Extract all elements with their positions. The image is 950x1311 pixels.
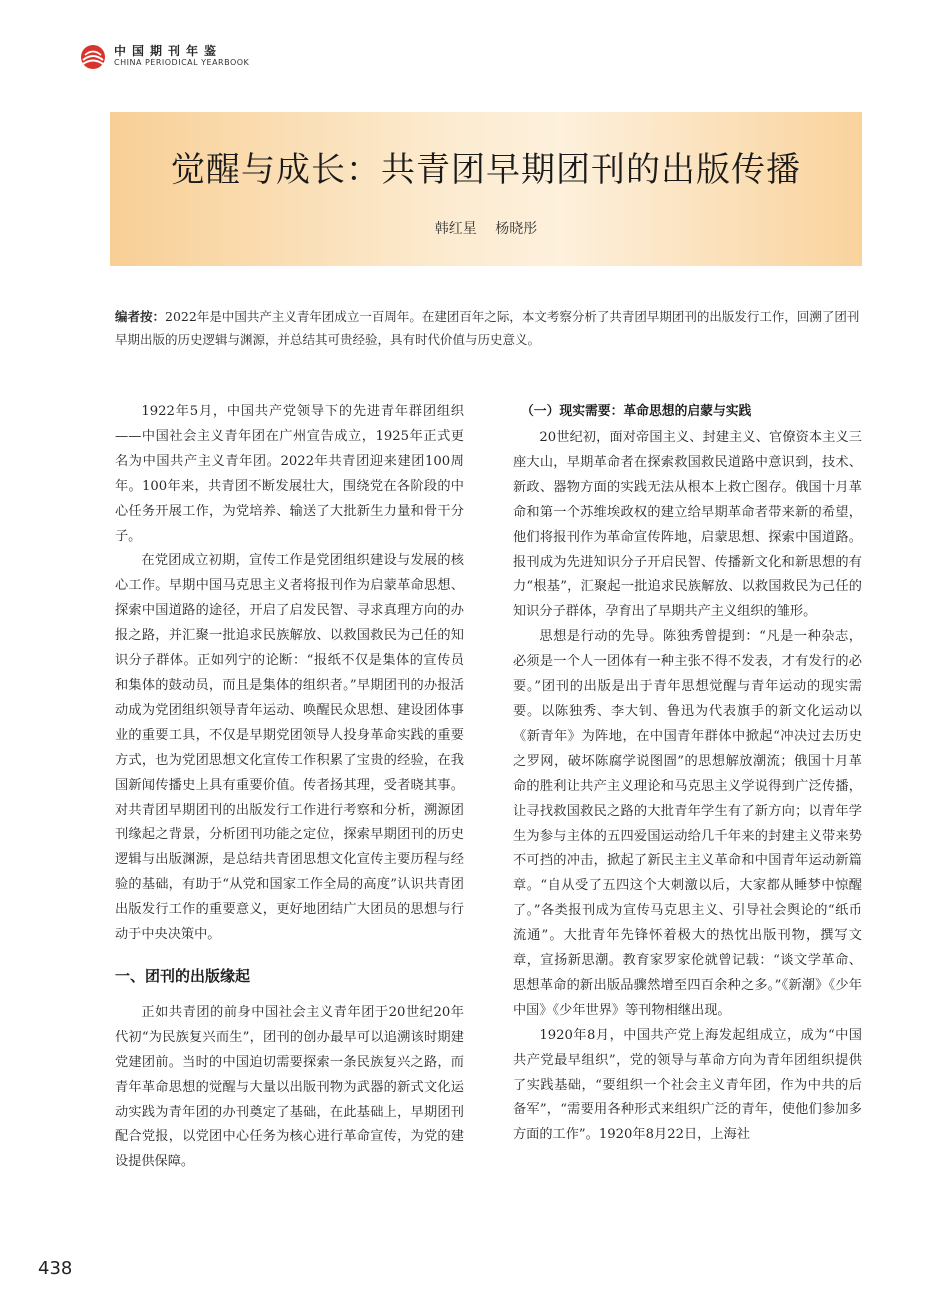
- page-number: 438: [38, 1258, 73, 1279]
- right-column: [513, 400, 862, 1148]
- title-banner: [110, 112, 862, 266]
- left-column: [115, 400, 464, 1175]
- paragraph: 正如共青团的前身中国社会主义青年团于20世纪20年代初“为民族复兴而生”，团刊的创办最早可以追溯该时期建党建团前。当时的中国迫切需要探索一条民族复兴之路，而青年革命思想的觉醒与大量以出版刊物为武器的新式文化运动实践为青年团的办刊奠定了基础，在此基础上，早期团刊配合党报，以党团中心任务为核心进行革命宣传，为党的建设提供保障。: [115, 1004, 464, 1170]
- red-semicircle-logo-icon: [80, 44, 106, 70]
- paragraph: 1922年5月，中国共产党领导下的先进青年群团组织——中国社会主义青年团在广州宣告成立，1925年正式更名为中国共产主义青年团。2022年共青团迎来建团100周年。100年来，共青团不断发展壮大，围绕党在各阶段的中心任务开展工作，为党培养、输送了大批新生力量和骨干分子。: [115, 404, 464, 544]
- paragraph: 1920年8月，中国共产党上海发起组成立，成为“中国共产党最早组织”，党的领导与革命方向为青年团组织提供了实践基础，“要组织一个社会主义青年团，作为中共的后备军”，“需要用各种形式来组织广泛的青年，使他们参加多方面的工作”。1920年8月22日，上海社: [513, 1027, 862, 1143]
- editor-note: [115, 305, 863, 351]
- paragraph: 在党团成立初期，宣传工作是党团组织建设与发展的核心工作。早期中国马克思主义者将报刊作为启蒙革命思想、探索中国道路的途径，开启了启发民智、寻求真理方向的办报之路，并汇聚一批追求民族解放、以救国救民为己任的知识分子群体。正如列宁的论断：“报纸不仅是集体的宣传员和集体的鼓动员，而且是集体的组织者。”早期团刊的办报活动成为党团组织领导青年运动、唤醒民众思想、建设团体事业的重要工具，不仅是早期党团领导人投身革命实践的重要方式，也为党团思想文化宣传工作积累了宝贵的经验，在我国新闻传播史上具有重要价值。传者扬其理，受者晓其事。对共青团早期团刊的出版发行工作进行考察和分析，溯源团刊缘起之背景，分析团刊功能之定位，探索早期团刊的历史逻辑与出版渊源，是总结共青团思想文化宣传主要历程与经验的基础，有助于“从党和国家工作全局的高度”认识共青团出版发行工作的重要意义，更好地团结广大团员的思想与行动于中央决策中。: [115, 553, 464, 943]
- paragraph: 思想是行动的先导。陈独秀曾提到：“凡是一种杂志，必须是一个人一团体有一种主张不得不发表，才有发行的必要。”团刊的出版是出于青年思想觉醒与青年运动的现实需要。以陈独秀、李大钊、鲁迅为代表旗手的新文化运动以《新青年》为阵地，在中国青年群体中掀起“冲决过去历史之罗网，破坏陈腐学说图圄”的思想解放潮流；俄国十月革命的胜利让共产主义理论和马克思主义学说得到广泛传播，让寻找救国救民之路的大批青年学生有了新方向；以青年学生为参与主体的五四爱国运动给几千年来的封建主义带来势不可挡的冲击，掀起了新民主主义革命和中国青年运动新篇章。“自从受了五四这个大刺激以后，大家都从睡梦中惊醒了。”各类报刊成为宣传马克思主义、引导社会舆论的“纸币流通”。大批青年先锋怀着极大的热忱出版刊物，撰写文章，宣扬新思潮。教育家罗家伦就曾记载：“谈文学革命、思想革命的新出版品骤然增至四百余种之多。”《新潮》《少年中国》《少年世界》等刊物相继出现。: [513, 629, 862, 1018]
- subsection-heading: （一）现实需要：革命思想的启蒙与实践: [521, 404, 752, 419]
- editor-note-text: 2022年是中国共产主义青年团成立一百周年。在建团百年之际，本文考察分析了共青团早期团刊的出版发行工作，回溯了团刊早期出版的历史逻辑与渊源，并总结其可贵经验，具有时代价值与历史意义。: [115, 309, 860, 347]
- journal-title-en: CHINA PERIODICAL YEARBOOK: [114, 58, 250, 67]
- article-title: 觉醒与成长：共青团早期团刊的出版传播: [171, 150, 801, 190]
- journal-title-cn: 中国期刊年鉴: [114, 44, 223, 58]
- paragraph: 20世纪初，面对帝国主义、封建主义、官僚资本主义三座大山，早期革命者在探索救国救民道路中意识到，技术、新政、器物方面的实践无法从根本上救亡图存。俄国十月革命和第一个苏维埃政权的建立给早期革命者带来新的希望，他们将报刊作为革命宣传阵地，启蒙思想、探索中国道路。报刊成为先进知识分子开启民智、传播新文化和新思想的有力“根基”，汇聚起一批追求民族解放、以救国救民为己任的知识分子群体，孕育出了早期共产主义组织的雏形。: [513, 430, 862, 620]
- section-heading: 一、团刊的出版缘起: [115, 966, 251, 985]
- journal-header: [80, 40, 340, 74]
- editor-note-label: 编者按：: [115, 309, 166, 324]
- article-authors: 韩红星 杨晓彤: [434, 221, 538, 237]
